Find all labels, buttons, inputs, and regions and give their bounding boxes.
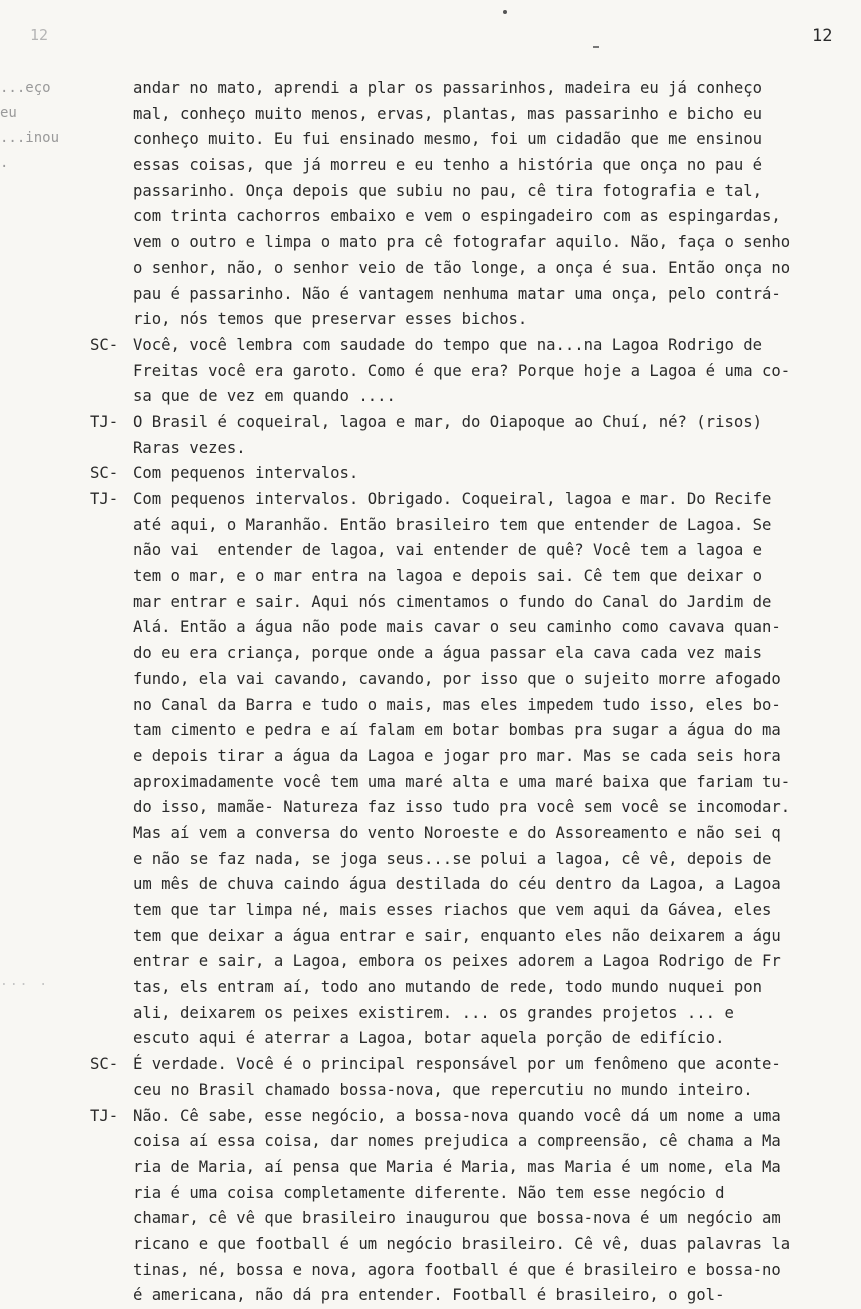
line-text: chamar, cê vê que brasileiro inaugurou que bossa-nova é um negócio am [133, 1209, 781, 1228]
line-text: ria de Maria, aí pensa que Maria é Maria, mas Maria é um nome, ela Ma [133, 1157, 781, 1176]
transcript-line [90, 513, 861, 539]
line-text: rio, nós temos que preservar esses bichos. [133, 310, 528, 329]
paper-mark [593, 46, 599, 48]
transcript-line [90, 667, 861, 693]
line-text: com trinta cachorros embaixo e vem o espingadeiro com as espingardas, [133, 207, 781, 226]
transcript-line [90, 179, 861, 205]
margin-fragment: ...inou [0, 130, 60, 146]
transcript-line [90, 590, 861, 616]
line-text: Não. Cê sabe, esse negócio, a bossa-nova quando você dá um nome a uma [133, 1106, 781, 1125]
margin-fragment: eu [0, 105, 17, 121]
line-text: tas, els entram aí, todo ano mutando de rede, todo mundo nuquei pon [133, 978, 763, 997]
line-text: tem que deixar a água entrar e sair, enquanto eles não deixarem a águ [133, 926, 781, 945]
line-text: o senhor, não, o senhor veio de tão longe, a onça é sua. Então onça no [133, 258, 791, 277]
transcript-line [90, 461, 861, 487]
line-text: É verdade. Você é o principal responsável por um fenômeno que aconte- [133, 1055, 781, 1074]
line-text: e depois tirar a água da Lagoa e jogar pro mar. Mas se cada seis hora [133, 746, 781, 765]
line-text: Mas aí vem a conversa do vento Noroeste e do Assoreamento e não sei q [133, 823, 781, 842]
transcript-line [90, 718, 861, 744]
line-text: aproximadamente você tem uma maré alta e uma maré baixa que fariam tu- [133, 772, 791, 791]
transcript-line [90, 898, 861, 924]
line-text: conheço muito. Eu fui ensinado mesmo, foi um cidadão que me ensinou [133, 130, 763, 149]
transcript-line [90, 410, 861, 436]
transcript-line [90, 949, 861, 975]
transcript-line [90, 384, 861, 410]
line-text: Raras vezes. [133, 438, 246, 457]
transcript-line [90, 924, 861, 950]
line-text: tem o mar, e o mar entra na lagoa e depois sai. Cê tem que deixar o [133, 567, 763, 586]
transcript-line [90, 847, 861, 873]
line-text: é americana, não dá pra entender. Football é brasileiro, o gol- [133, 1286, 725, 1305]
transcript-line [90, 641, 861, 667]
line-text: mar entrar e sair. Aqui nós cimentamos o fundo do Canal do Jardim de [133, 592, 772, 611]
transcript-line [90, 256, 861, 282]
line-text: vem o outro e limpa o mato pra cê fotografar aquilo. Não, faça o senho [133, 233, 791, 252]
transcript-line [90, 770, 861, 796]
line-text: Freitas você era garoto. Como é que era? Porque hoje a Lagoa é uma co- [133, 361, 791, 380]
transcript-line [90, 1206, 861, 1232]
line-text: Com pequenos intervalos. [133, 464, 359, 483]
transcript-line [90, 1078, 861, 1104]
line-text: um mês de chuva caindo água destilada do céu dentro da Lagoa, a Lagoa [133, 875, 781, 894]
transcript-line [90, 872, 861, 898]
transcript-line [90, 333, 861, 359]
transcript-line [90, 127, 861, 153]
transcript-line [90, 693, 861, 719]
transcript-line [90, 1129, 861, 1155]
transcript-line [90, 204, 861, 230]
margin-bleed-text [0, 76, 62, 176]
transcript-line [90, 975, 861, 1001]
line-text: ricano e que football é um negócio brasileiro. Cê vê, duas palavras la [133, 1234, 791, 1253]
line-text: mal, conheço muito menos, ervas, plantas, mas passarinho e bicho eu [133, 104, 763, 123]
line-text: passarinho. Onça depois que subiu no pau, cê tira fotografia e tal, [133, 181, 763, 200]
transcript-line [90, 1104, 861, 1130]
line-text: até aqui, o Maranhão. Então brasileiro tem que entender de Lagoa. Se [133, 515, 772, 534]
line-text: Você, você lembra com saudade do tempo que na...na Lagoa Rodrigo de [133, 335, 763, 354]
line-text: tem que tar limpa né, mais esses riachos que vem aqui da Gávea, eles [133, 901, 772, 919]
line-text: fundo, ela vai cavando, cavando, por isso que o sujeito morre afogado [133, 669, 781, 688]
transcript-line [90, 1258, 861, 1284]
line-text: pau é passarinho. Não é vantagem nenhuma matar uma onça, pelo contrá- [133, 284, 781, 303]
transcript-line [90, 564, 861, 590]
transcript-line [90, 153, 861, 179]
line-text: sa que de vez em quando .... [133, 387, 396, 406]
line-text: ali, deixarem os peixes existirem. ... os grandes projetos ... e [133, 1003, 734, 1022]
transcript-line [90, 615, 861, 641]
line-text: tam cimento e pedra e aí falam em botar bombas pra sugar a água do ma [133, 721, 781, 740]
line-text: no Canal da Barra e tudo o mais, mas eles impedem tudo isso, eles bo- [133, 695, 781, 714]
transcript-line [90, 487, 861, 513]
line-text: andar no mato, aprendi a plar os passarinhos, madeira eu já conheço [133, 79, 763, 97]
speaker-label: SC- [90, 335, 119, 354]
transcript-line [90, 282, 861, 308]
transcript-line [90, 76, 861, 102]
transcript-line [90, 538, 861, 564]
transcript-line [90, 795, 861, 821]
transcript-line [90, 1181, 861, 1207]
speaker-label: TJ- [90, 490, 119, 508]
line-text: O Brasil é coqueiral, lagoa e mar, do Oiapoque ao Chuí, né? (risos) [133, 412, 763, 431]
transcript-line [90, 230, 861, 256]
transcript-line [90, 307, 861, 333]
speaker-label: TJ- [90, 412, 119, 431]
transcript-line [90, 1155, 861, 1181]
transcript-line [90, 359, 861, 385]
transcript-line [90, 1026, 861, 1052]
line-text: do isso, mamãe- Natureza faz isso tudo pra você sem você se incomodar. [133, 798, 791, 817]
transcript-line [90, 1283, 861, 1309]
line-text: Alá. Então a água não pode mais cavar o seu caminho como cavava quan- [133, 618, 781, 637]
paper-mark [503, 10, 507, 14]
bleed-page-number: 12 [30, 26, 49, 44]
smudge-text: ... . [0, 974, 50, 989]
transcript-line [90, 744, 861, 770]
line-text: escuto aqui é aterrar a Lagoa, botar aquela porção de edifício. [133, 1029, 725, 1048]
line-text: ria é uma coisa completamente diferente. Não tem esse negócio d [133, 1183, 725, 1202]
transcript-line [90, 1232, 861, 1258]
margin-fragment: . [0, 155, 9, 171]
line-text: ceu no Brasil chamado bossa-nova, que repercutiu no mundo inteiro. [133, 1080, 753, 1099]
line-text: Com pequenos intervalos. Obrigado. Coqueiral, lagoa e mar. Do Recife [133, 490, 772, 508]
speaker-label: TJ- [90, 1106, 119, 1125]
transcript-line [90, 821, 861, 847]
transcript-line [90, 1001, 861, 1027]
line-text: não vai entender de lagoa, vai entender de quê? Você tem a lagoa e [133, 541, 763, 560]
transcript-line [90, 102, 861, 128]
line-text: essas coisas, que já morreu e eu tenho a história que onça no pau é [133, 156, 763, 175]
margin-fragment: ...eço [0, 80, 51, 96]
transcript-body [90, 76, 861, 1309]
line-text: do eu era criança, porque onde a água passar ela cava cada vez mais [133, 644, 763, 663]
line-text: tinas, né, bossa e nova, agora football é que é brasileiro e bossa-no [133, 1260, 781, 1279]
transcript-line [90, 1052, 861, 1078]
transcript-line [90, 436, 861, 462]
line-text: coisa aí essa coisa, dar nomes prejudica a compreensão, cê chama a Ma [133, 1132, 781, 1151]
line-text: e não se faz nada, se joga seus...se polui a lagoa, cê vê, depois de [133, 849, 772, 868]
speaker-label: SC- [90, 464, 119, 483]
speaker-label: SC- [90, 1055, 119, 1074]
line-text: entrar e sair, a Lagoa, embora os peixes adorem a Lagoa Rodrigo de Fr [133, 952, 781, 971]
page-number: 12 [812, 26, 833, 46]
